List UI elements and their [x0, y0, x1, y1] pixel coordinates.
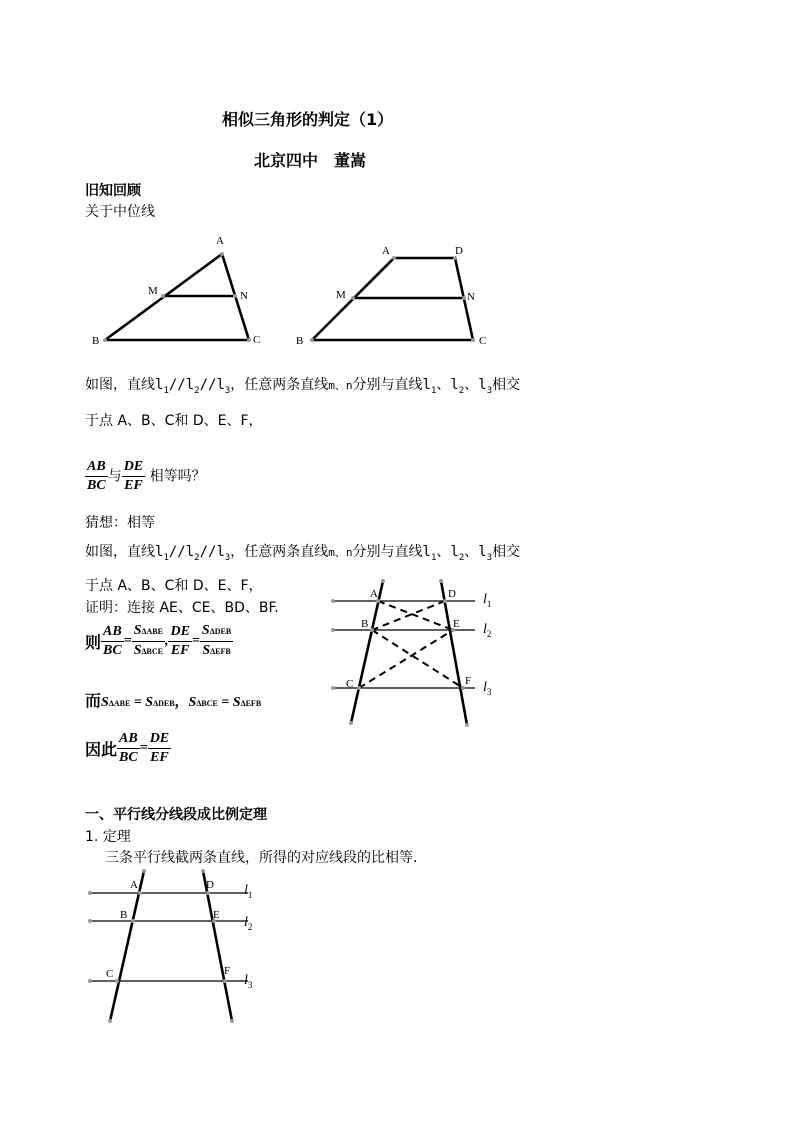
item-1-heading: 1. 定理 — [85, 829, 131, 845]
label-c: C — [253, 334, 261, 346]
label-a: A — [370, 588, 378, 600]
guess-line: 猜想：相等 — [85, 515, 155, 531]
label-d: D — [455, 245, 463, 257]
label-m: M — [336, 289, 346, 301]
proof-conclusion: 因此 $\frac{AB}{BC}$ = $\frac{DE}{EF}$ — [85, 731, 170, 765]
midline-label: 关于中位线 — [85, 204, 155, 220]
label-b: B — [361, 618, 369, 630]
statement-repeat-line-1: 如图，直线$l_1//l_2//l_3$，任意两条直线m、n分别与直线$l_1$、$l_2$、$l_3$相交 — [85, 544, 521, 563]
theorem-text: 三条平行线截两条直线，所得的对应线段的比相等. — [105, 850, 418, 866]
label-f: F — [465, 675, 472, 687]
trapezoid-midline-figure — [290, 240, 500, 352]
label-a: A — [216, 235, 224, 247]
svg-text:l1: $l_1$ — [483, 592, 492, 609]
ratio-question: $\frac{AB}{BC}$ 与 $\frac{DE}{EF}$ 相等吗？ — [87, 459, 206, 493]
label-c: C — [106, 968, 114, 980]
section-1-heading: 一、平行线分线段成比例定理 — [85, 807, 267, 823]
proof-figure — [325, 575, 505, 735]
theorem-figure — [80, 866, 270, 1028]
label-b: B — [296, 335, 304, 347]
statement-repeat-line-2: 于点 A、B、C和 D、E、F， — [85, 578, 263, 594]
label-b: B — [120, 909, 128, 921]
svg-text:l3: $l_3$ — [483, 680, 492, 697]
author: 北京四中 董嵩 — [254, 151, 367, 170]
label-d: D — [448, 588, 456, 600]
label-e: E — [213, 909, 220, 921]
page-title: 相似三角形的判定（1） — [222, 110, 394, 129]
svg-text:l2: $l_2$ — [244, 915, 253, 932]
triangle-midline-figure — [85, 232, 275, 350]
statement-line-1: 如图，直线$l_1//l_2//l_3$，任意两条直线m、n分别与直线$l_1$、$l_2$、$l_3$相交 — [85, 377, 521, 396]
section-review-heading: 旧知回顾 — [85, 183, 141, 199]
proof-equation-1: 则 $\frac{AB}{BC}$ = $\frac{\text{SΔABE}}{\text{SΔBCE}}$ , $\frac{DE}{EF}$ = $\frac{\text{SΔDEB}}{\text{SΔEFB}}$ — [85, 623, 232, 658]
label-n: N — [467, 291, 475, 303]
label-m: M — [148, 285, 158, 297]
label-a: A — [382, 245, 390, 257]
svg-text:l1: $l_1$ — [244, 883, 253, 900]
label-e: E — [453, 618, 460, 630]
label-a: A — [130, 879, 138, 891]
statement-line-2: 于点 A、B、C和 D、E、F， — [85, 413, 263, 429]
svg-text:l2: $l_2$ — [483, 622, 492, 639]
label-c: C — [479, 335, 487, 347]
proof-line: 证明：连接 AE、CE、BD、BF. — [85, 600, 279, 616]
proof-equation-2: 而SΔABE = SΔDEB，SΔBCE = SΔEFB — [85, 691, 262, 710]
label-b: B — [92, 335, 100, 347]
label-n: N — [240, 290, 248, 302]
label-c: C — [346, 678, 354, 690]
svg-text:l3: $l_3$ — [244, 973, 253, 990]
label-f: F — [224, 965, 231, 977]
label-d: D — [206, 879, 214, 891]
